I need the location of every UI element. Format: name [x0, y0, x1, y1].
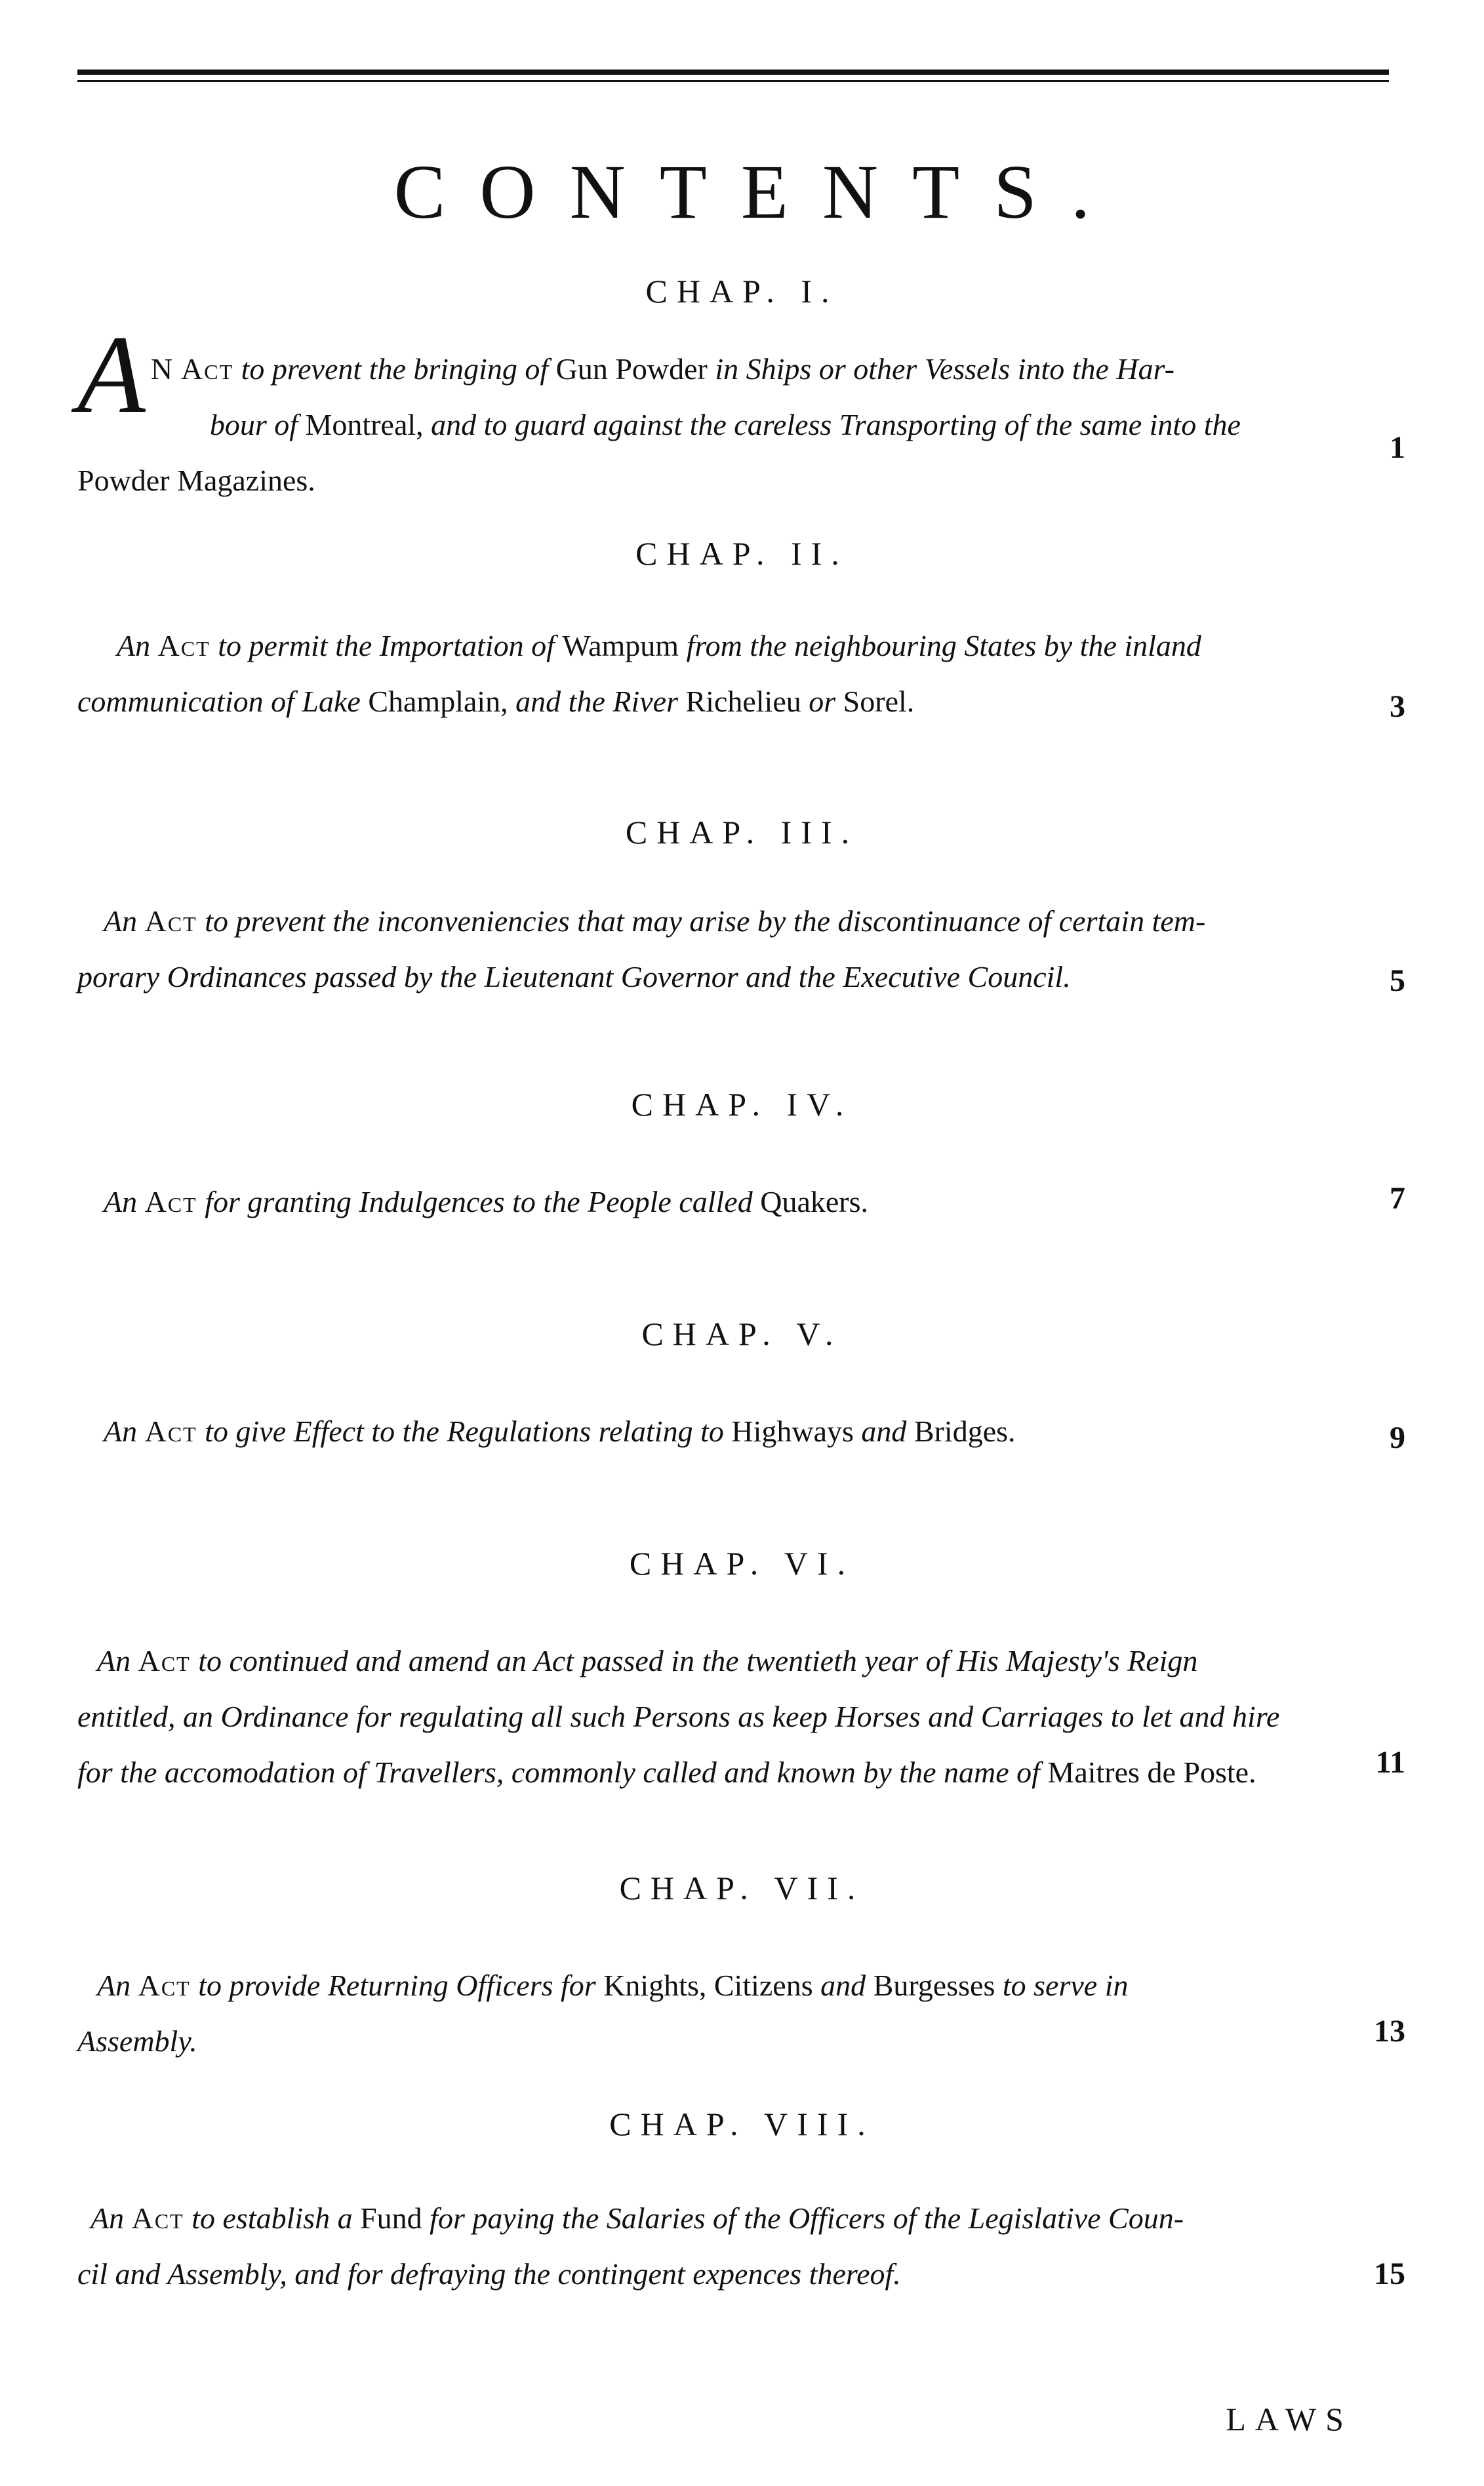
drop-cap: A	[77, 313, 146, 436]
chapter-entry-2: An Act to permit the Importation of Wampum from the neighbouring States by the inland communication of Lake Champlain, and the River Richelieu or Sorel.	[77, 629, 1201, 718]
chapter-entry-4: An Act for granting Indulgences to the People called Quakers.	[104, 1185, 868, 1218]
chapter-entry-3: An Act to prevent the inconveniencies that may arise by the discontinuance of certain tem- porary Ordinances passed by the Lieutenant Governor and the Executive Council.	[77, 904, 1206, 993]
chapter-heading-8: CHAP. VIII.	[609, 2106, 875, 2142]
page-number-7: 13	[1374, 2014, 1405, 2049]
chapter-entry-7: An Act to provide Returning Officers for Knights, Citizens and Burgesses to serve in Assembly.	[77, 1969, 1129, 2058]
chapter-heading-7: CHAP. VII.	[619, 1870, 865, 1906]
page-number-6: 11	[1375, 1745, 1405, 1780]
page-number-4: 7	[1390, 1181, 1405, 1216]
top-rule	[77, 70, 1389, 75]
chapter-heading-2: CHAP. II.	[635, 535, 849, 572]
footer-catchword: LAWS	[1226, 2401, 1353, 2437]
page-number-5: 9	[1390, 1420, 1405, 1455]
top-rule-thin	[77, 80, 1389, 82]
chapter-heading-3: CHAP. III.	[625, 814, 859, 851]
chapter-heading-1: CHAP. I.	[645, 273, 839, 310]
page-number-3: 5	[1390, 963, 1405, 998]
chapter-entry-5: An Act to give Effect to the Regulations relating to Highways and Bridges.	[104, 1414, 1016, 1448]
chapter-entry-6: An Act to continued and amend an Act passed in the twentieth year of His Majesty's Reign entitled, an Ordinance for regulating all such Persons as keep Horses and Carriages to let and hire for the accomodation of Travellers, commonly called and known by the name of Maitres de Poste.	[77, 1644, 1280, 1789]
page-number-1: 1	[1390, 430, 1405, 465]
chapter-entry-8: An Act to establish a Fund for paying the Salaries of the Officers of the Legislative Coun- cil and Assembly, and for defraying the contingent expences thereof.	[77, 2201, 1184, 2291]
page-title: CONTENTS.	[393, 149, 1125, 235]
page-number-2: 3	[1390, 689, 1405, 724]
chapter-entry-1: A N Act to prevent the bringing of Gun Powder in Ships or other Vessels into the Har- bour of Montreal, and to guard against the careless Transporting of the same into the Powder Magazines.	[77, 313, 1241, 497]
chapter-heading-4: CHAP. IV.	[631, 1086, 853, 1123]
page-number-8: 15	[1374, 2256, 1405, 2291]
chapter-heading-5: CHAP. V.	[641, 1315, 843, 1352]
chapter-heading-6: CHAP. VI.	[629, 1545, 855, 1582]
